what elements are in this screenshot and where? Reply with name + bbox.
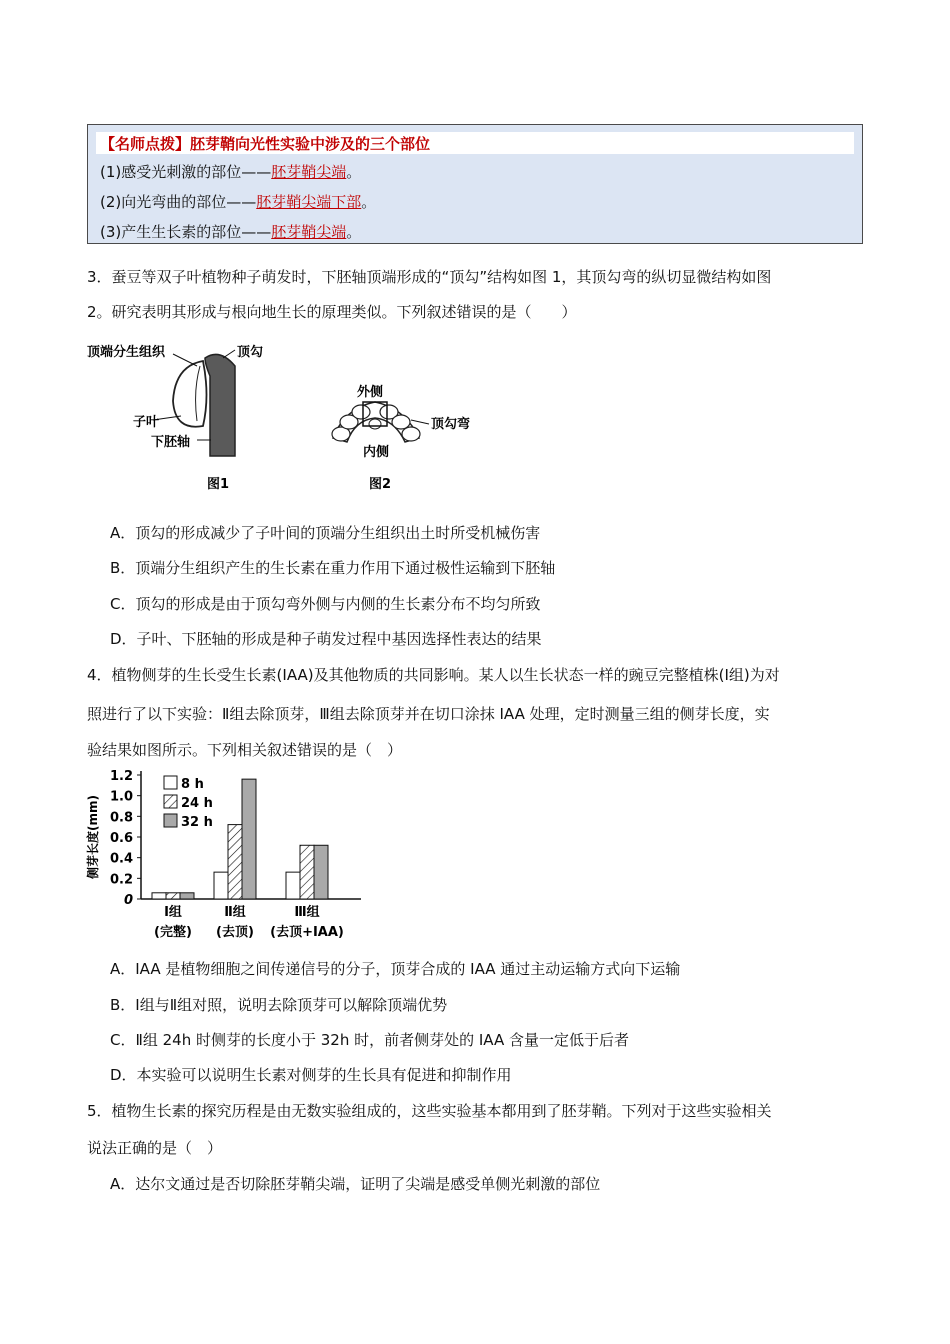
legend-swatch: [164, 776, 177, 789]
leader-hook: [223, 350, 235, 358]
fig2-label-bend: 顶勾弯: [431, 417, 471, 432]
bar: [228, 825, 242, 899]
bar: [166, 893, 180, 899]
chart-layer: [85, 769, 361, 940]
y-tick-label: 0.6: [109, 831, 133, 846]
fig2-label-outer: 外侧: [357, 385, 384, 400]
q5-stem-line2: 说法正确的是（ ）: [87, 1139, 223, 1157]
fig1-label-cotyledon: 子叶: [133, 415, 160, 430]
q5-stem-line1: 5．植物生长素的探究历程是由无数实验组成的，这些实验基本都用到了胚芽鞘。下列对于这些实验相关: [87, 1102, 772, 1120]
tip-item-prefix: (2)向光弯曲的部位——: [100, 193, 257, 211]
bar: [242, 779, 256, 899]
q3-figure: [85, 336, 485, 496]
fig1-caption: 图1: [207, 477, 230, 492]
category-sublabel: (去顶): [216, 925, 254, 940]
hypocotyl-shape: [205, 354, 235, 456]
y-tick-label: 0.8: [109, 810, 133, 826]
category-label: Ⅲ组: [294, 905, 320, 920]
q3-option-d[interactable]: D．子叶、下胚轴的形成是种子萌发过程中基因选择性表达的结果: [110, 630, 542, 648]
tip-item-answer: 胚芽鞘尖端: [271, 223, 347, 241]
fig1-label-meristem: 顶端分生组织: [87, 345, 166, 360]
fig1-label-hook: 顶勾: [237, 345, 264, 360]
tip-item-3: [100, 221, 361, 242]
category-sublabel: (完整): [154, 925, 192, 940]
y-tick-label: 0: [123, 893, 133, 908]
tip-item-prefix: (3)产生生长素的部位——: [100, 223, 272, 241]
tip-item-suffix: 。: [346, 223, 362, 241]
tip-item-answer: 胚芽鞘尖端下部: [256, 193, 362, 211]
legend-swatch: [164, 814, 177, 827]
y-tick-label: 0.2: [109, 872, 133, 888]
category-sublabel: (去顶+IAA): [270, 925, 344, 940]
q4-bar-chart: [85, 764, 375, 944]
legend-label: 8 h: [181, 777, 204, 792]
y-tick-label: 0.4: [109, 851, 133, 867]
tip-item-suffix: 。: [361, 193, 377, 211]
q3-option-a[interactable]: A．顶勾的形成减少了子叶间的顶端分生组织出土时所受机械伤害: [110, 524, 541, 542]
leader-bend: [411, 420, 429, 424]
tip-title: 【名师点拨】胚芽鞘向光性实验中涉及的三个部位: [100, 135, 431, 153]
legend-swatch: [164, 795, 177, 808]
tip-item-prefix: (1)感受光刺激的部位——: [100, 163, 272, 181]
q3-stem-line2: 2。研究表明其形成与根向地生长的原理类似。下列叙述错误的是（ ）: [87, 303, 577, 321]
bar: [152, 893, 166, 899]
category-label: Ⅰ组: [164, 905, 182, 920]
tip-item-suffix: 。: [346, 163, 362, 181]
legend-label: 24 h: [181, 796, 213, 811]
tip-item-answer: 胚芽鞘尖端: [271, 163, 347, 181]
bar: [300, 845, 314, 899]
q4-stem-line1: 4．植物侧芽的生长受生长素(IAA)及其他物质的共同影响。某人以生长状态一样的豌豆完整植株(Ⅰ组)为对: [87, 666, 780, 684]
bar: [314, 845, 328, 899]
leader-meristem: [173, 354, 197, 366]
q4-option-b[interactable]: B．Ⅰ组与Ⅱ组对照，说明去除顶芽可以解除顶端优势: [110, 996, 448, 1014]
bar: [286, 872, 300, 899]
q4-option-a[interactable]: A．IAA 是植物细胞之间传递信号的分子，顶芽合成的 IAA 通过主动运输方式向下运输: [110, 960, 681, 978]
fig2-cell-arch: [332, 402, 420, 442]
category-label: Ⅱ组: [224, 905, 246, 920]
q4-stem-line2: 照进行了以下实验：Ⅱ组去除顶芽，Ⅲ组去除顶芽并在切口涂抹 IAA 处理，定时测量三组的侧芽长度，实: [87, 705, 770, 723]
q4-option-c[interactable]: C．Ⅱ组 24h 时侧芽的长度小于 32h 时，前者侧芽处的 IAA 含量一定低于后者: [110, 1031, 630, 1049]
y-axis-label: 侧芽长度(mm): [86, 795, 100, 879]
tip-item-1: [100, 161, 361, 182]
y-tick-label: 1.2: [109, 769, 133, 784]
q5-option-a[interactable]: A．达尔文通过是否切除胚芽鞘尖端，证明了尖端是感受单侧光刺激的部位: [110, 1175, 601, 1193]
tip-box: [87, 124, 863, 244]
q3-stem-line1: 3．蚕豆等双子叶植物种子萌发时，下胚轴顶端形成的“顶勾”结构如图 1，其顶勾弯的纵切显微结构如图: [87, 268, 772, 286]
fig1-label-hypocotyl: 下胚轴: [151, 435, 191, 450]
tip-item-2: [100, 191, 376, 212]
q3-option-c[interactable]: C．顶勾的形成是由于顶勾弯外侧与内侧的生长素分布不均匀所致: [110, 595, 541, 613]
y-tick-label: 1.0: [109, 789, 133, 805]
q4-stem-line3: 验结果如图所示。下列相关叙述错误的是（ ）: [87, 741, 403, 759]
fig2-label-inner: 内侧: [363, 445, 390, 460]
bar: [180, 893, 194, 899]
q3-option-b[interactable]: B．顶端分生组织产生的生长素在重力作用下通过极性运输到下胚轴: [110, 559, 556, 577]
fig2-caption: 图2: [369, 477, 392, 492]
q4-option-d[interactable]: D．本实验可以说明生长素对侧芽的生长具有促进和抑制作用: [110, 1066, 512, 1084]
legend-label: 32 h: [181, 815, 213, 830]
bar: [214, 872, 228, 899]
